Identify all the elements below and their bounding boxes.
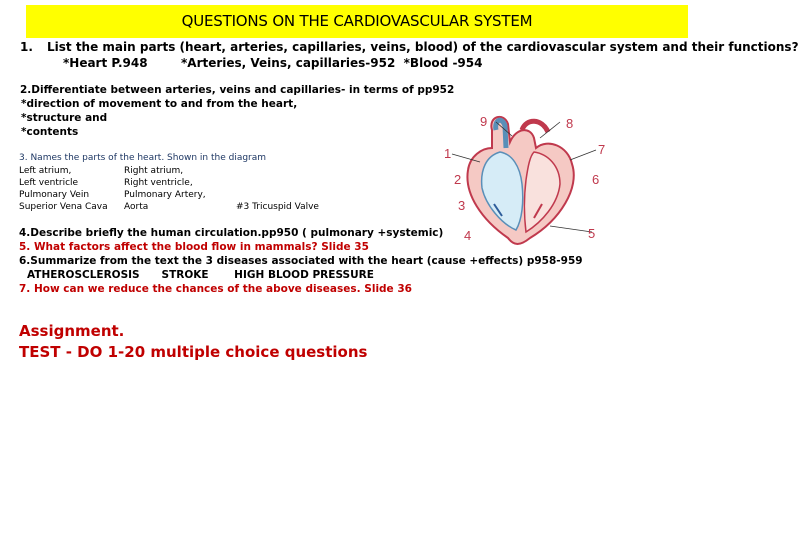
heart-diagram — [430, 108, 620, 258]
q3-col2-item: Aorta — [124, 202, 149, 212]
diagram-label-4: 4 — [464, 228, 472, 243]
diagram-label-2: 2 — [454, 172, 462, 187]
q3-col1-item: Left atrium, — [19, 166, 72, 176]
q6-diseases: ATHEROSCLEROSIS STROKE HIGH BLOOD PRESSURE — [27, 269, 374, 281]
diagram-label-6: 6 — [592, 172, 600, 187]
page-title: QUESTIONS ON THE CARDIOVASCULAR SYSTEM — [181, 12, 533, 30]
q7-text: 7. How can we reduce the chances of the above diseases. Slide 36 — [19, 283, 412, 295]
assignment-test: TEST - DO 1-20 multiple choice questions — [19, 343, 368, 361]
q3-col2-item: Right atrium, — [124, 166, 184, 176]
diagram-label-5: 5 — [588, 226, 596, 241]
diagram-label-3: 3 — [458, 198, 466, 213]
diagram-label-8: 8 — [566, 116, 574, 131]
diagram-label-7: 7 — [598, 142, 606, 157]
diagram-label-1: 1 — [444, 146, 452, 161]
title-banner — [26, 5, 688, 38]
q3-heading: 3. Names the parts of the heart. Shown in the diagram — [19, 153, 267, 163]
q1-refs: *Heart P.948 *Arteries, Veins, capillaries-952 *Blood -954 — [63, 56, 483, 70]
q3-extra: #3 Tricuspid Valve — [236, 202, 319, 212]
heart-illustration — [467, 117, 573, 244]
q2-line2: *direction of movement to and from the heart, — [21, 98, 298, 110]
q2-line4: *contents — [21, 126, 79, 138]
q3-col2-item: Pulmonary Artery, — [124, 190, 206, 200]
q2-line3: *structure and — [21, 112, 108, 124]
q4-text: 4.Describe briefly the human circulation.pp950 ( pulmonary +systemic) — [19, 227, 444, 239]
q3-col1-item: Superior Vena Cava — [19, 202, 108, 212]
q3-col2-item: Right ventricle, — [124, 178, 193, 188]
assignment-heading: Assignment. — [19, 322, 125, 340]
q5-text: 5. What factors affect the blood flow in mammals? Slide 35 — [19, 241, 369, 253]
q3-col1-item: Pulmonary Vein — [19, 190, 90, 200]
q1-number: 1. — [20, 40, 33, 54]
q6-text: 6.Summarize from the text the 3 diseases associated with the heart (cause +effects) p958-959 — [19, 255, 583, 267]
diagram-label-9: 9 — [480, 114, 488, 129]
q1-text: List the main parts (heart, arteries, capillaries, veins, blood) of the cardiovascular system and their functions? — [47, 40, 799, 54]
q2-line1: 2.Differentiate between arteries, veins and capillaries- in terms of pp952 — [20, 84, 455, 96]
q3-col1-item: Left ventricle — [19, 178, 79, 188]
